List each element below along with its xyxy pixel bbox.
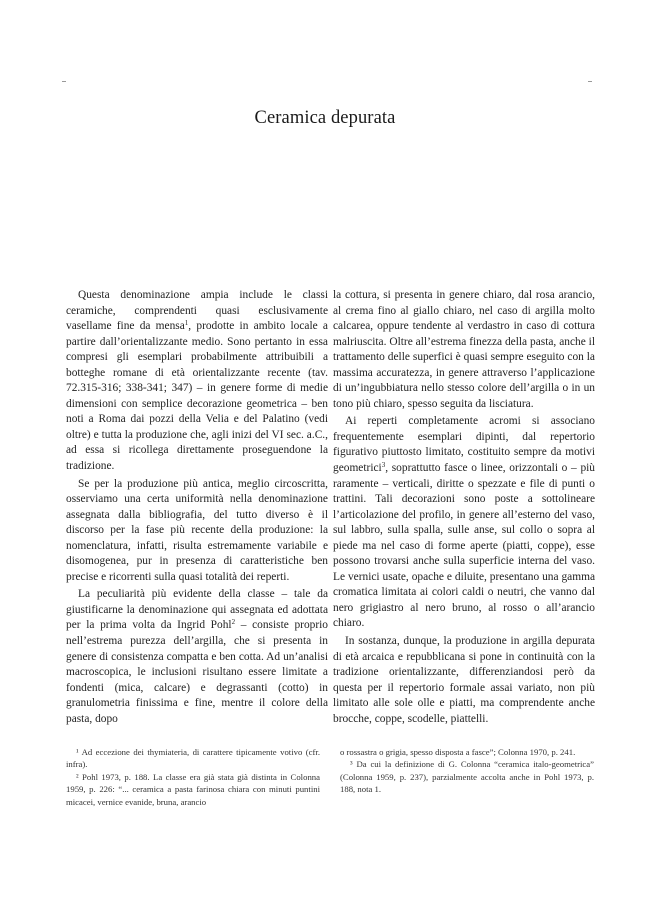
section-title: Ceramica depurata (254, 108, 396, 128)
body-column-left (66, 288, 328, 729)
footnote-ref[interactable]: 1 (184, 319, 189, 328)
body-column-right (333, 288, 595, 729)
footnotes-left (66, 746, 320, 808)
footnote: ² Pohl 1973, p. 188. La classe era già stata già distinta in Colonna 1959, p. 226: “... ceramica a pasta farinosa chiara con minuti puntini micacei, vernice evanide, bruna, arancio (66, 771, 320, 807)
crop-mark-right (588, 81, 592, 82)
footnote-ref[interactable]: 2 (231, 618, 236, 627)
footnote: ³ Da cui la definizione di G. Colonna “ceramica italo-geometrica” (Colonna 1959, p. 237), parzialmente accolta anche in Pohl 1973, p. 188, nota 1. (340, 759, 594, 795)
crop-mark-left (62, 81, 66, 82)
footnotes-right (340, 746, 594, 796)
paragraph: In sostanza, dunque, la produzione in argilla depurata di età arcaica e repubblicana si pone in continuità con la tradizione orientalizzante, differenziandosi però da questa per il repertorio formale assai variato, non più limitato alle sole olle e piatti, ma comprendente anche brocche, coppe, scodelle, piattelli. (333, 635, 595, 725)
footnote: o rossastra o grigia, spesso disposta a fasce”; Colonna 1970, p. 241. (340, 747, 576, 757)
paragraph: la cottura, si presenta in genere chiaro, dal rosa arancio, al crema fino al giallo chiaro, nel caso di argilla molto calcarea, oppure tendente al verdastro in caso di cottura malriuscita. Oltre all’estrema finezza della pasta, anche il trattamento delle superfici è quasi sempre eseguito con la massima accuratezza, in genere attraverso l’applicazione di un’ingubbiatura nello stesso colore dell’argilla o in un tono più chiaro, spesso seguita da lisciatura. (333, 289, 595, 410)
paragraph: Questa denominazione ampia include le classi ceramiche, comprendenti quasi esclusivamente vasellame fine da mensa$^1$, prodotte in ambito locale a partire dall’orientalizzante medio. Sono pertanto in essa compresi gli esemplari probabilmente attribuibili a botteghe romane di età orientalizzante recente (tav. 72.315-316; 338-341; 347) – in genere forme di medie dimensioni con semplice decorazione geometrica – ben noti a Roma dai pozzi della Velia e del Palatino (vedi oltre) e tutta la produzione che, agli inizi del VI sec. a.C., ad essa si ricollega direttamente proseguendone la tradizione. (66, 289, 328, 473)
paragraph: Se per la produzione più antica, meglio circoscritta, osserviamo una certa uniformità nella denominazione assegnata dalla bibliografia, del tutto diverso è il discorso per la fase più recente della produzione: la nomenclatura, infatti, risulta estremamente variabile e disomogenea, pur in presenza di caratteristiche ben precise e ricorrenti sulla quasi totalità dei reperti. (66, 477, 328, 583)
paragraph: La peculiarità più evidente della classe – tale da giustificarne la denominazione qui assegnata ed adottata per la prima volta da Ingrid Pohl$^2$ – consiste proprio nell’estrema purezza dell’argilla, che si presenta in genere di consistenza compatta e ben cotta. Ad un’analisi macroscopica, le inclusioni risultano essere limitate a fondenti (mica, calcare) e degrassanti (cotto) in granulometria finissima e fine, mentre il colore della pasta, dopo (66, 588, 328, 725)
footnote: ¹ Ad eccezione dei thymiateria, di carattere tipicamente votivo (cfr. infra). (66, 747, 320, 770)
paragraph: Ai reperti completamente acromi si associano frequentemente esemplari dipinti, dal repertorio figurativo piuttosto limitato, costituito sempre da motivi geometrici$^3$, soprattutto fasce o linee, orizzontali o – più raramente – verticali, diritte o spezzate e file di punti o trattini. Tali decorazioni sono poste a sottolineare l’articolazione del profilo, in genere all’esterno del vaso, sul labbro, sulla spalla, sulle anse, sul collo o sopra al piede ma nel caso di forme aperte (piatti, coppe), esse possono trovarsi anche sulla superficie interna del vaso. Le vernici usate, opache e diluite, presentano una gamma cromatica limitata ai colori caldi o neutri, che vanno dal nero grigiastro al nero bruno, al rosso o all’arancio chiaro. (333, 415, 595, 630)
footnote-ref[interactable]: 3 (381, 461, 386, 470)
